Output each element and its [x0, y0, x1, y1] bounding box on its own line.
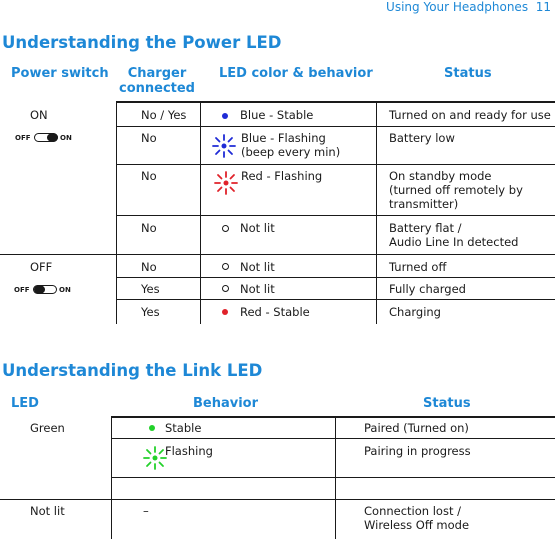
link-row-rule [111, 438, 555, 439]
status-cell: Charging [389, 305, 441, 319]
power-group-rule [0, 254, 555, 255]
not-lit-icon [222, 285, 229, 292]
link-header-led: LED [11, 396, 39, 411]
power-led-title: Understanding the Power LED [2, 33, 282, 52]
charger-cell: No / Yes [141, 108, 187, 122]
link-led-title: Understanding the Link LED [2, 361, 263, 380]
status-cell: Battery low [389, 131, 455, 145]
blue-flashing-icon [212, 134, 236, 158]
not-lit-icon [222, 225, 229, 232]
link-group-rule [0, 499, 555, 500]
power-col-rule [376, 101, 377, 324]
link-behavior-cell: Stable [165, 421, 202, 435]
switch-knob [47, 133, 58, 142]
link-header-rule [111, 416, 555, 418]
charger-cell: No [141, 260, 157, 274]
page-header [386, 0, 551, 14]
power-col-rule [200, 101, 201, 324]
power-row-rule [117, 164, 555, 165]
green-flashing-icon [143, 446, 167, 470]
power-row-rule [117, 126, 555, 127]
power-header-status: Status [444, 66, 492, 81]
switch-off-label: OFF [14, 286, 30, 294]
link-led-cell: Green [30, 421, 65, 435]
switch-on-label: ON [59, 286, 71, 294]
power-header-switch: Power switch [11, 66, 109, 81]
status-cell: Turned on and ready for use [389, 108, 551, 122]
charger-cell: Yes [141, 305, 160, 319]
red-stable-icon [222, 309, 228, 315]
green-stable-icon [149, 425, 155, 431]
power-row-rule [117, 277, 555, 278]
red-flashing-icon [214, 171, 238, 195]
link-row-rule [111, 477, 555, 478]
led-cell: Not lit [240, 282, 275, 296]
power-switch-on: ON [30, 108, 48, 122]
link-behavior-cell: – [143, 504, 149, 518]
link-status-cell: Connection lost / Wireless Off mode [364, 504, 470, 532]
power-header-led: LED color & behavior [219, 66, 373, 81]
power-switch-off: OFF [30, 260, 53, 274]
link-header-status: Status [423, 396, 471, 411]
power-row-rule [117, 215, 555, 216]
power-header-rule [117, 101, 555, 103]
link-header-behavior: Behavior [193, 396, 259, 411]
charger-cell: No [141, 169, 157, 183]
link-status-cell: Pairing in progress [364, 444, 471, 458]
status-cell: On standby mode (turned off remotely by transmitter) [389, 169, 523, 211]
charger-cell: No [141, 131, 157, 145]
power-col-rule [116, 101, 117, 324]
switch-on-label: ON [60, 134, 72, 142]
led-cell: Not lit [240, 260, 275, 274]
switch-off-icon [14, 285, 72, 295]
status-cell: Fully charged [389, 282, 466, 296]
led-cell: Red - Flashing [241, 169, 323, 183]
status-cell: Turned off [389, 260, 447, 274]
link-behavior-cell: Flashing [165, 444, 213, 458]
status-cell: Battery flat / Audio Line In detected [389, 221, 519, 249]
power-header-charger: Charger connected [118, 66, 195, 96]
led-cell: Blue - Stable [240, 108, 314, 122]
switch-knob [34, 285, 45, 294]
not-lit-icon [222, 263, 229, 270]
blue-stable-icon [222, 113, 228, 119]
link-led-cell: Not lit [30, 504, 65, 518]
section-title: Using Your Headphones [386, 0, 529, 14]
switch-off-label: OFF [15, 134, 31, 142]
led-cell: Not lit [240, 221, 275, 235]
charger-cell: Yes [141, 282, 160, 296]
link-status-cell: Paired (Turned on) [364, 421, 469, 435]
page-number: 11 [535, 0, 551, 14]
led-cell: Red - Stable [240, 305, 310, 319]
power-row-rule [117, 299, 555, 300]
charger-cell: No [141, 221, 157, 235]
led-cell: Blue - Flashing (beep every min) [241, 131, 341, 159]
switch-on-icon [15, 133, 73, 143]
